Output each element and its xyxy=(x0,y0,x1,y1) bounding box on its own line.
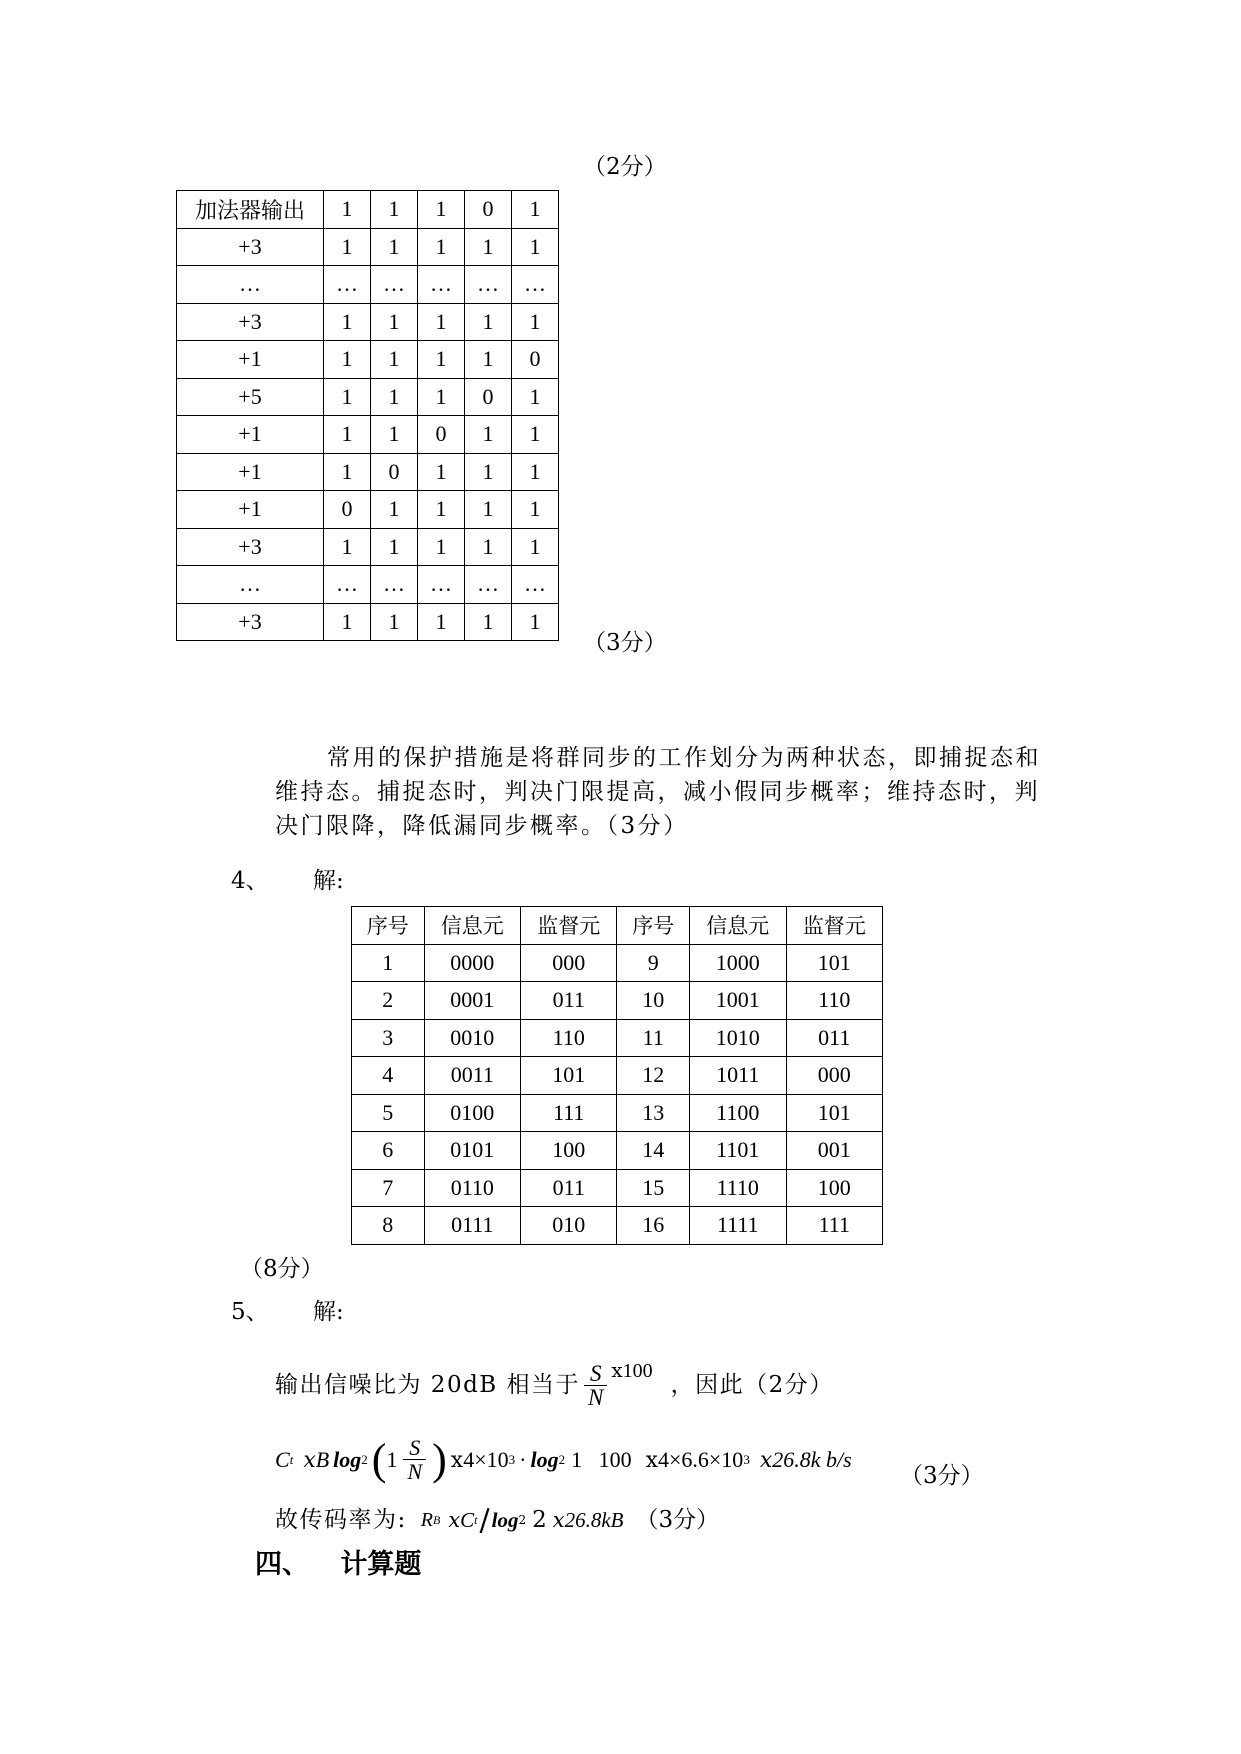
snr-value: ⅹ100 xyxy=(611,1359,653,1382)
eq-result: ⅹ26.8k b/s xyxy=(759,1446,852,1472)
code-cell: 110 xyxy=(521,1019,617,1057)
adder-bit-cell: 1 xyxy=(418,378,465,416)
protection-paragraph: 常用的保护措施是将群同步的工作划分为两种状态，即捕捉态和维持态。捕捉态时，判决门限提高，减小假同步概率；维持态时，判决门限降，降低漏同步概率。（3分） xyxy=(275,745,1041,839)
code-cell: 10 xyxy=(617,982,690,1020)
adder-bit-cell: 1 xyxy=(324,341,371,379)
adder-sum-cell: +1 xyxy=(177,416,324,454)
adder-bit-cell: 1 xyxy=(512,603,559,641)
adder-bit-cell: 1 xyxy=(465,303,512,341)
adder-bit-cell: 1 xyxy=(371,341,418,379)
rate-log-sub: 2 xyxy=(518,1512,527,1527)
code-cell: 101 xyxy=(786,944,882,982)
score-top: （2分） xyxy=(583,154,667,180)
adder-sum-cell: … xyxy=(177,566,324,604)
adder-bit-cell: … xyxy=(418,266,465,304)
adder-bit-cell: … xyxy=(465,266,512,304)
adder-bit-cell: 1 xyxy=(324,303,371,341)
q4-number: 4、 xyxy=(231,868,269,894)
adder-row xyxy=(177,603,559,641)
snr-fraction xyxy=(584,1362,607,1409)
adder-bit-cell: 1 xyxy=(324,453,371,491)
code-cell: 3 xyxy=(352,1019,425,1057)
code-cell: 1100 xyxy=(690,1094,787,1132)
adder-sum-cell: … xyxy=(177,266,324,304)
eq-log2: log xyxy=(530,1446,559,1472)
code-header-cell: 监督元 xyxy=(786,907,882,945)
adder-bit-cell: 1 xyxy=(371,528,418,566)
adder-bit-cell: … xyxy=(324,566,371,604)
code-cell: 0011 xyxy=(424,1057,521,1095)
code-cell: 111 xyxy=(786,1207,882,1245)
code-cell: 100 xyxy=(786,1169,882,1207)
code-header-cell: 信息元 xyxy=(690,907,787,945)
adder-bit-cell: 1 xyxy=(512,228,559,266)
code-cell: 0110 xyxy=(424,1169,521,1207)
code-cell: 7 xyxy=(352,1169,425,1207)
snr-fraction-num: S xyxy=(584,1362,607,1386)
adder-row xyxy=(177,491,559,529)
adder-bit-cell: 1 xyxy=(371,603,418,641)
code-header-cell: 序号 xyxy=(352,907,425,945)
adder-bit-cell: … xyxy=(371,566,418,604)
code-header-cell: 序号 xyxy=(617,907,690,945)
code-cell: 12 xyxy=(617,1057,690,1095)
adder-sum-cell: +3 xyxy=(177,603,324,641)
rate-text: 故传码率为: xyxy=(275,1506,407,1533)
adder-bit-cell: … xyxy=(512,566,559,604)
code-row xyxy=(352,1207,883,1245)
code-cell: 1 xyxy=(352,944,425,982)
eq-fraction xyxy=(403,1436,426,1483)
adder-row xyxy=(177,416,559,454)
eq-score: （3分） xyxy=(900,1463,984,1489)
adder-bit-cell: 0 xyxy=(465,378,512,416)
adder-row xyxy=(177,303,559,341)
code-cell: 110 xyxy=(786,982,882,1020)
adder-bit-cell: … xyxy=(324,266,371,304)
code-row xyxy=(352,982,883,1020)
adder-bit-cell: … xyxy=(418,566,465,604)
code-cell: 111 xyxy=(521,1094,617,1132)
code-cell: 16 xyxy=(617,1207,690,1245)
adder-bit-cell: 1 xyxy=(324,528,371,566)
adder-bit-cell: 0 xyxy=(324,491,371,529)
rate-log: log xyxy=(491,1507,519,1532)
eq-fraction-den: N xyxy=(407,1458,423,1484)
adder-sum-cell: +3 xyxy=(177,228,324,266)
code-cell: 1111 xyxy=(690,1207,787,1245)
adder-bit-cell: 1 xyxy=(418,341,465,379)
adder-bit-cell: 1 xyxy=(371,191,418,229)
adder-bit-cell: … xyxy=(512,266,559,304)
adder-bit-cell: 1 xyxy=(418,528,465,566)
adder-bit-cell: 0 xyxy=(465,191,512,229)
adder-bit-cell: 1 xyxy=(371,303,418,341)
code-cell: 1000 xyxy=(690,944,787,982)
adder-sum-cell: +5 xyxy=(177,378,324,416)
adder-bit-cell: 1 xyxy=(512,453,559,491)
code-cell: 15 xyxy=(617,1169,690,1207)
eq-one: 1 xyxy=(386,1446,398,1472)
code-cell: 101 xyxy=(521,1057,617,1095)
adder-sum-cell: +3 xyxy=(177,303,324,341)
q4-score: （8分） xyxy=(240,1256,324,1282)
code-cell: 4 xyxy=(352,1057,425,1095)
eq-exp: 3 xyxy=(508,1451,516,1467)
code-row xyxy=(352,944,883,982)
rate-div: / xyxy=(479,1502,490,1538)
adder-bit-cell: 1 xyxy=(371,491,418,529)
adder-bit-cell: 1 xyxy=(465,453,512,491)
adder-bit-cell: 1 xyxy=(512,416,559,454)
code-cell: 9 xyxy=(617,944,690,982)
code-row xyxy=(352,1019,883,1057)
eq-log: log xyxy=(333,1446,362,1472)
adder-bit-cell: 1 xyxy=(465,341,512,379)
adder-bit-cell: 1 xyxy=(324,378,371,416)
code-cell: 0101 xyxy=(424,1132,521,1170)
code-cell: 1101 xyxy=(690,1132,787,1170)
code-cell: 001 xyxy=(786,1132,882,1170)
code-cell: 011 xyxy=(521,982,617,1020)
rate-r-sub: B xyxy=(432,1512,441,1527)
code-row xyxy=(352,1169,883,1207)
code-cell: 5 xyxy=(352,1094,425,1132)
adder-bit-cell: 1 xyxy=(371,378,418,416)
code-cell: 0111 xyxy=(424,1207,521,1245)
adder-bit-cell: 1 xyxy=(418,603,465,641)
adder-bit-cell: 1 xyxy=(512,191,559,229)
code-header-cell: 监督元 xyxy=(521,907,617,945)
code-cell: 1010 xyxy=(690,1019,787,1057)
code-cell: 1110 xyxy=(690,1169,787,1207)
eq-log2-sub: 2 xyxy=(558,1451,566,1467)
capacity-equation xyxy=(275,1422,852,1496)
adder-bit-cell: 1 xyxy=(512,378,559,416)
adder-bit-cell: 0 xyxy=(418,416,465,454)
adder-header-row xyxy=(177,191,559,229)
code-cell: 011 xyxy=(786,1019,882,1057)
code-cell: 14 xyxy=(617,1132,690,1170)
snr-text: 输出信噪比为 20dB 相当于 xyxy=(275,1371,581,1398)
adder-bit-cell: 1 xyxy=(324,416,371,454)
ct-symbol: C xyxy=(275,1446,290,1472)
adder-row xyxy=(177,528,559,566)
adder-bit-cell: 1 xyxy=(512,491,559,529)
code-cell: 2 xyxy=(352,982,425,1020)
adder-row xyxy=(177,266,559,304)
snr-line xyxy=(275,1350,834,1420)
adder-bit-cell: 1 xyxy=(418,228,465,266)
adder-row xyxy=(177,453,559,491)
adder-row xyxy=(177,378,559,416)
code-cell: 1001 xyxy=(690,982,787,1020)
code-cell: 0100 xyxy=(424,1094,521,1132)
code-cell: 6 xyxy=(352,1132,425,1170)
code-cell: 101 xyxy=(786,1094,882,1132)
section-title: 计算题 xyxy=(340,1549,422,1580)
code-cell: 011 xyxy=(521,1169,617,1207)
code-cell: 8 xyxy=(352,1207,425,1245)
code-cell: 1011 xyxy=(690,1057,787,1095)
paren-left: ( xyxy=(371,1434,387,1484)
code-cell: 0010 xyxy=(424,1019,521,1057)
adder-output-table xyxy=(176,190,559,641)
adder-bit-cell: 1 xyxy=(465,228,512,266)
code-row xyxy=(352,1057,883,1095)
adder-sum-cell: +1 xyxy=(177,341,324,379)
q4-label: 解: xyxy=(313,868,344,894)
snr-tail: ，因此（2分） xyxy=(670,1371,834,1398)
adder-bit-cell: 1 xyxy=(418,491,465,529)
adder-bit-cell: 0 xyxy=(512,341,559,379)
rate-two: 2 xyxy=(532,1506,547,1533)
adder-bit-cell: 1 xyxy=(324,191,371,229)
section-number: 四、 xyxy=(255,1549,309,1580)
adder-bit-cell: 1 xyxy=(465,528,512,566)
q5-number: 5、 xyxy=(231,1299,269,1325)
adder-sum-cell: 加法器输出 xyxy=(177,191,324,229)
code-cell: 0000 xyxy=(424,944,521,982)
adder-bit-cell: 1 xyxy=(371,228,418,266)
section-heading xyxy=(255,1542,421,1581)
code-row xyxy=(352,1132,883,1170)
rate-c-sub: t xyxy=(474,1512,478,1527)
adder-sum-cell: +1 xyxy=(177,453,324,491)
adder-row xyxy=(177,228,559,266)
code-cell: 010 xyxy=(521,1207,617,1245)
adder-bit-cell: 1 xyxy=(512,303,559,341)
adder-bit-cell: 0 xyxy=(371,453,418,491)
adder-bit-cell: … xyxy=(371,266,418,304)
paren-right: ) xyxy=(432,1434,447,1484)
q5-label: 解: xyxy=(313,1299,344,1325)
rate-result: ⅹ26.8kB xyxy=(552,1507,624,1532)
rate-eq: ⅹC xyxy=(448,1507,475,1532)
adder-sum-cell: +1 xyxy=(177,491,324,529)
code-cell: 000 xyxy=(786,1057,882,1095)
code-cell: 0001 xyxy=(424,982,521,1020)
rate-r: R xyxy=(420,1508,433,1531)
adder-bit-cell: 1 xyxy=(465,603,512,641)
adder-bit-cell: 1 xyxy=(465,491,512,529)
snr-fraction-den: N xyxy=(588,1384,604,1410)
adder-bit-cell: 1 xyxy=(371,416,418,454)
eq-b: ⅹB xyxy=(303,1446,330,1472)
code-cell: 13 xyxy=(617,1094,690,1132)
adder-row xyxy=(177,341,559,379)
code-table xyxy=(351,906,883,1245)
adder-bit-cell: … xyxy=(465,566,512,604)
adder-bit-cell: 1 xyxy=(512,528,559,566)
adder-sum-cell: +3 xyxy=(177,528,324,566)
eq-dot: · xyxy=(519,1446,527,1472)
adder-bit-cell: 1 xyxy=(465,416,512,454)
code-cell: 100 xyxy=(521,1132,617,1170)
adder-table-score: （3分） xyxy=(583,630,667,656)
eq-rest3: ⅹ4×6.6×10 xyxy=(645,1446,744,1472)
adder-bit-cell: 1 xyxy=(418,453,465,491)
eq-rest1: ⅹ4×10 xyxy=(450,1446,509,1472)
eq-fraction-num: S xyxy=(403,1436,426,1460)
code-cell: 11 xyxy=(617,1019,690,1057)
adder-row xyxy=(177,566,559,604)
eq-log-sub: 2 xyxy=(361,1451,368,1467)
rate-score: （3分） xyxy=(635,1506,720,1533)
adder-bit-cell: 1 xyxy=(418,303,465,341)
ct-sub: t xyxy=(289,1451,294,1467)
rate-line xyxy=(275,1500,719,1540)
code-header-row xyxy=(352,907,883,945)
adder-bit-cell: 1 xyxy=(324,228,371,266)
code-header-cell: 信息元 xyxy=(424,907,521,945)
adder-bit-cell: 1 xyxy=(418,191,465,229)
eq-rest2: 1 100 xyxy=(571,1446,632,1472)
code-cell: 000 xyxy=(521,944,617,982)
eq-exp2: 3 xyxy=(743,1451,750,1467)
code-row xyxy=(352,1094,883,1132)
adder-bit-cell: 1 xyxy=(324,603,371,641)
